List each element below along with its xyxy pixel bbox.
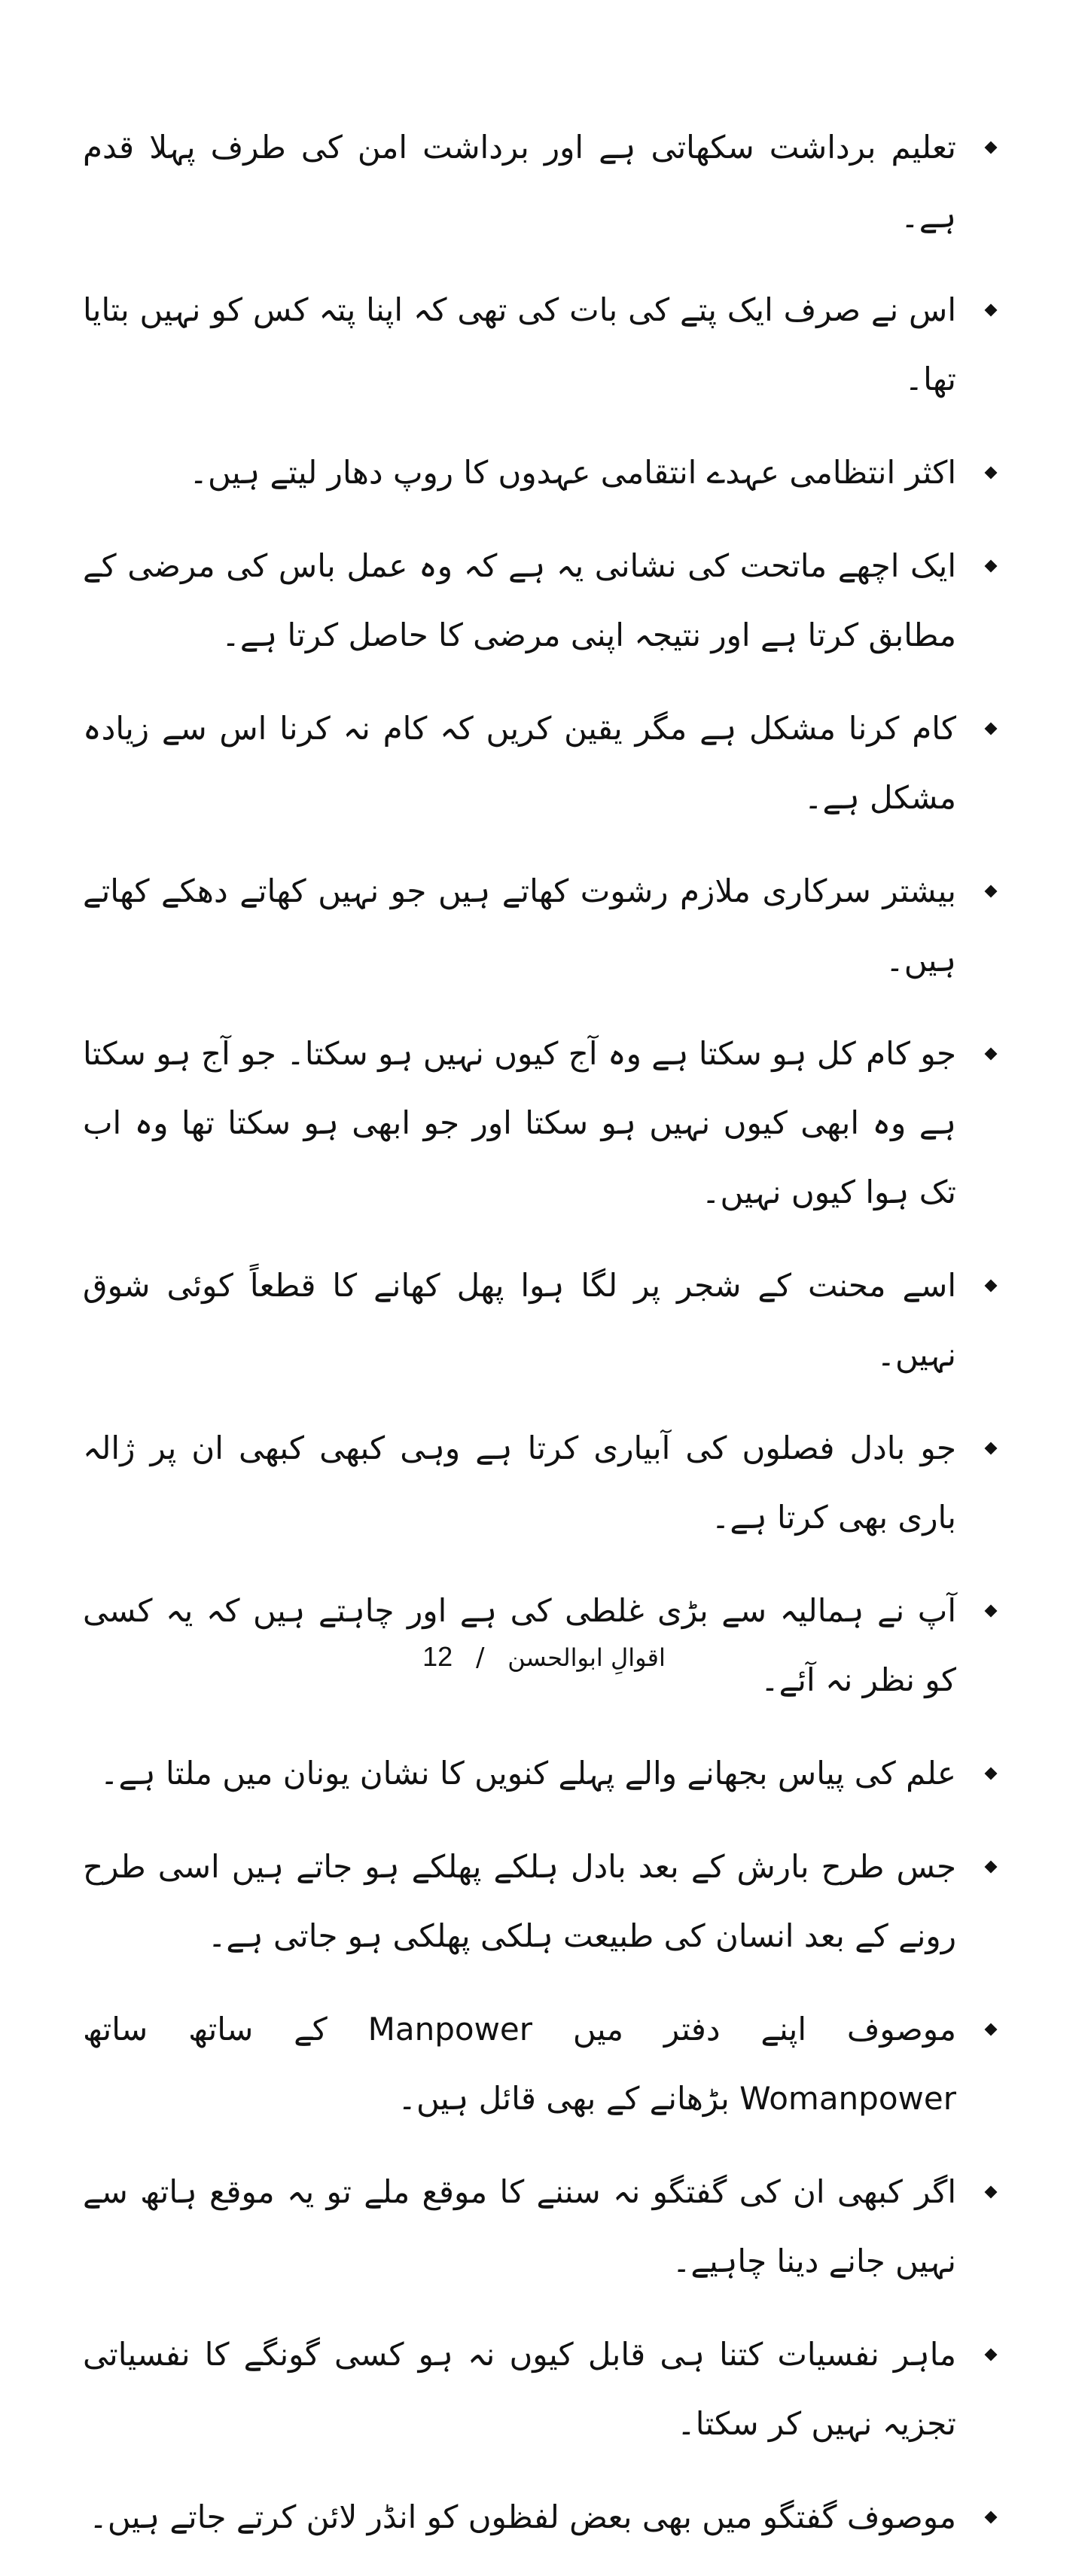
page-footer xyxy=(0,1641,1088,1673)
diamond-bullet-icon xyxy=(985,1280,998,1293)
list-item xyxy=(83,694,986,833)
list-item xyxy=(83,2320,986,2459)
list-item-text: اگر کبھی ان کی گفتگو نہ سننے کا موقع ملے تو یہ موقع ہاتھ سے نہیں جانے دینا چاہیے۔ xyxy=(83,2173,956,2279)
list-item-text: جو بادل فصلوں کی آبیاری کرتا ہے وہی کبھی کبھی ان پر ژالہ باری بھی کرتا ہے۔ xyxy=(83,1430,956,1536)
list-item xyxy=(83,1739,986,1808)
list-item-text: علم کی پیاس بجھانے والے پہلے کنویں کا نشان یونان میں ملتا ہے۔ xyxy=(99,1755,956,1792)
list-item-text: جس طرح بارش کے بعد بادل ہلکے پھلکے ہو جاتے ہیں اسی طرح رونے کے بعد انسان کی طبیعت ہلکی پھلکی ہو جاتی ہے۔ xyxy=(83,1848,956,1954)
diamond-bullet-icon xyxy=(985,2023,998,2036)
list-item-text: اسے محنت کے شجر پر لگا ہوا پھل کھانے کا قطعاً کوئی شوق نہیں۔ xyxy=(83,1267,956,1373)
list-item xyxy=(83,1019,986,1227)
diamond-bullet-icon xyxy=(985,723,998,735)
list-item-text: ایک اچھے ماتحت کی نشانی یہ ہے کہ وہ عمل باس کی مرضی کے مطابق کرتا ہے اور نتیجہ اپنی مرضی کا حاصل کرتا ہے۔ xyxy=(83,547,956,653)
list-item xyxy=(83,1414,986,1552)
list-item-text: اس نے صرف ایک پتے کی بات کی تھی کہ اپنا پتہ کس کو نہیں بتایا تھا۔ xyxy=(83,291,956,397)
list-item xyxy=(83,1995,986,2133)
diamond-bullet-icon xyxy=(985,1861,998,1874)
diamond-bullet-icon xyxy=(985,1605,998,1618)
diamond-bullet-icon xyxy=(985,1048,998,1061)
diamond-bullet-icon xyxy=(985,1442,998,1455)
list-item-text: تعلیم برداشت سکھاتی ہے اور برداشت امن کی طرف پہلا قدم ہے۔ xyxy=(83,129,956,235)
list-item xyxy=(83,1832,986,1971)
diamond-bullet-icon xyxy=(985,2349,998,2361)
list-item xyxy=(83,857,986,995)
book-title: اقوالِ ابوالحسن xyxy=(507,1643,666,1672)
list-item xyxy=(83,1251,986,1390)
diamond-bullet-icon xyxy=(985,467,998,480)
diamond-bullet-icon xyxy=(985,885,998,898)
diamond-bullet-icon xyxy=(985,2511,998,2524)
list-item-text: آپ نے ہمالیہ سے بڑی غلطی کی ہے اور چاہتے ہیں کہ یہ کسی کو نظر نہ آئے۔ xyxy=(83,1592,956,1698)
diamond-bullet-icon xyxy=(985,2186,998,2199)
diamond-bullet-icon xyxy=(985,1768,998,1780)
list-item-text: بیشتر سرکاری ملازم رشوت کھاتے ہیں جو نہیں کھاتے دھکے کھاتے ہیں۔ xyxy=(83,872,956,979)
list-item-text: موصوف اپنے دفتر میں Manpower کے ساتھ ساتھ Womanpower بڑھانے کے بھی قائل ہیں۔ xyxy=(83,2011,956,2117)
list-item xyxy=(83,531,986,670)
list-item xyxy=(83,113,986,251)
footer-separator: / xyxy=(476,1643,485,1673)
aphorism-list xyxy=(83,113,986,2576)
list-item-text: کام کرنا مشکل ہے مگر یقین کریں کہ کام نہ کرنا اس سے زیادہ مشکل ہے۔ xyxy=(83,710,956,816)
list-item-text: ماہر نفسیات کتنا ہی قابل کیوں نہ ہو کسی گونگے کا نفسیاتی تجزیہ نہیں کر سکتا۔ xyxy=(83,2336,956,2442)
list-item-text: جو کام کل ہو سکتا ہے وہ آج کیوں نہیں ہو سکتا۔ جو آج ہو سکتا ہے وہ ابھی کیوں نہیں ہو سکتا اور جو ابھی ہو سکتا تھا وہ اب تک ہوا کیوں نہیں۔ xyxy=(83,1035,956,1210)
diamond-bullet-icon xyxy=(985,142,998,154)
list-item-text: اکثر انتظامی عہدے انتقامی عہدوں کا روپ دھار لیتے ہیں۔ xyxy=(189,454,956,491)
page-number: 12 xyxy=(422,1641,453,1672)
list-item xyxy=(83,276,986,414)
list-item xyxy=(83,438,986,507)
diamond-bullet-icon xyxy=(985,304,998,317)
list-item-text: موصوف گفتگو میں بھی بعض لفظوں کو انڈر لائن کرتے جاتے ہیں۔ xyxy=(89,2498,956,2535)
diamond-bullet-icon xyxy=(985,560,998,573)
list-item xyxy=(83,2157,986,2296)
list-item xyxy=(83,2483,986,2552)
